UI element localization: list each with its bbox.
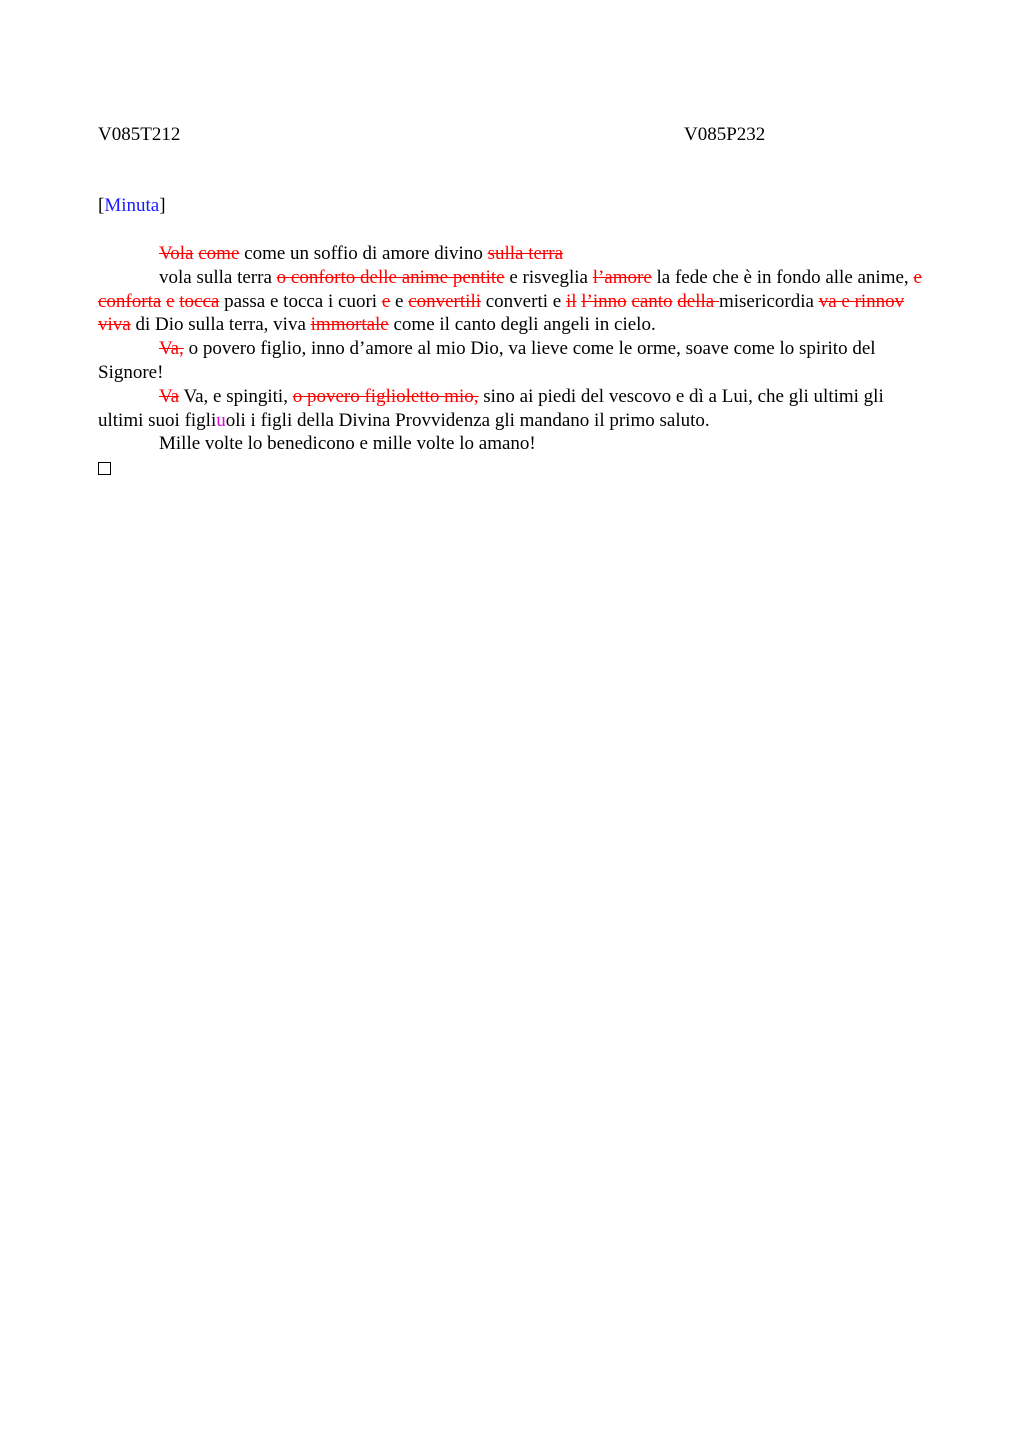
- deleted-text: Va,: [159, 338, 184, 360]
- text-segment: e risveglia: [504, 266, 593, 288]
- deleted-text: e: [166, 290, 175, 312]
- text-segment: oli i figli della Divina Provvidenza gli mandano il primo saluto.: [225, 409, 710, 431]
- deleted-text: o conforto delle anime pentite: [276, 266, 505, 288]
- deleted-text: immortale: [310, 314, 389, 336]
- section-label: [98, 194, 166, 218]
- inserted-text: u: [216, 409, 226, 431]
- text-segment: e: [390, 290, 409, 312]
- close-bracket: ]: [159, 195, 166, 216]
- text-segment: vola sulla terra: [159, 266, 277, 288]
- deleted-text: convertili: [408, 290, 481, 312]
- text-segment: misericordia: [718, 290, 819, 312]
- open-bracket: [: [98, 195, 105, 216]
- text-segment: converti e: [481, 290, 566, 312]
- deleted-text: Va: [159, 385, 180, 407]
- deleted-text: il: [565, 290, 577, 312]
- end-mark-row: [98, 456, 928, 482]
- deleted-text: o povero figlioletto mio,: [292, 385, 479, 407]
- paragraph: [98, 266, 928, 337]
- deleted-text: e: [381, 290, 391, 312]
- text-segment: la fede che è in fondo alle anime,: [651, 266, 914, 288]
- deleted-text: della: [677, 290, 719, 312]
- document-code-right: V085P232: [684, 124, 766, 145]
- document-code-left: V085T212: [98, 124, 181, 145]
- deleted-text: Vola: [159, 243, 194, 264]
- text-segment: passa e tocca i cuori: [219, 290, 382, 312]
- paragraph: [98, 432, 928, 456]
- square-outline-icon: [98, 462, 111, 475]
- deleted-text: e conforta: [98, 266, 922, 312]
- deleted-text: sulla terra: [487, 243, 564, 264]
- deleted-text: come: [198, 243, 240, 264]
- text-segment: sino ai piedi del vescovo e dì a Lui, che gli ultimi gli ultimi suoi figli: [98, 385, 884, 431]
- deleted-text: canto: [631, 290, 673, 312]
- minuta-label: Minuta: [104, 195, 160, 216]
- deleted-text: l’inno: [581, 290, 627, 312]
- deleted-text: tocca: [179, 290, 220, 312]
- text-segment: come un soffio di amore divino: [239, 243, 488, 264]
- text-segment: Va, e spingiti,: [179, 385, 293, 407]
- paragraph-list: [98, 242, 928, 456]
- deleted-text: viva: [98, 314, 131, 336]
- text-segment: o povero figlio, inno d’amore al mio Dio, va lieve come le orme, soave come lo spirito del Signore!: [98, 338, 876, 383]
- paragraph: [98, 242, 928, 266]
- text-segment: come il canto degli angeli in cielo.: [388, 314, 656, 336]
- paragraph: [98, 337, 928, 385]
- text-segment: Mille volte lo benedicono e mille volte lo amano!: [159, 433, 536, 455]
- text-segment: di Dio sulla terra, viva: [130, 314, 311, 336]
- paragraph: [98, 385, 928, 433]
- deleted-text: l’amore: [592, 266, 652, 288]
- document-body: [98, 242, 928, 482]
- deleted-text: va e rinnov: [818, 290, 905, 312]
